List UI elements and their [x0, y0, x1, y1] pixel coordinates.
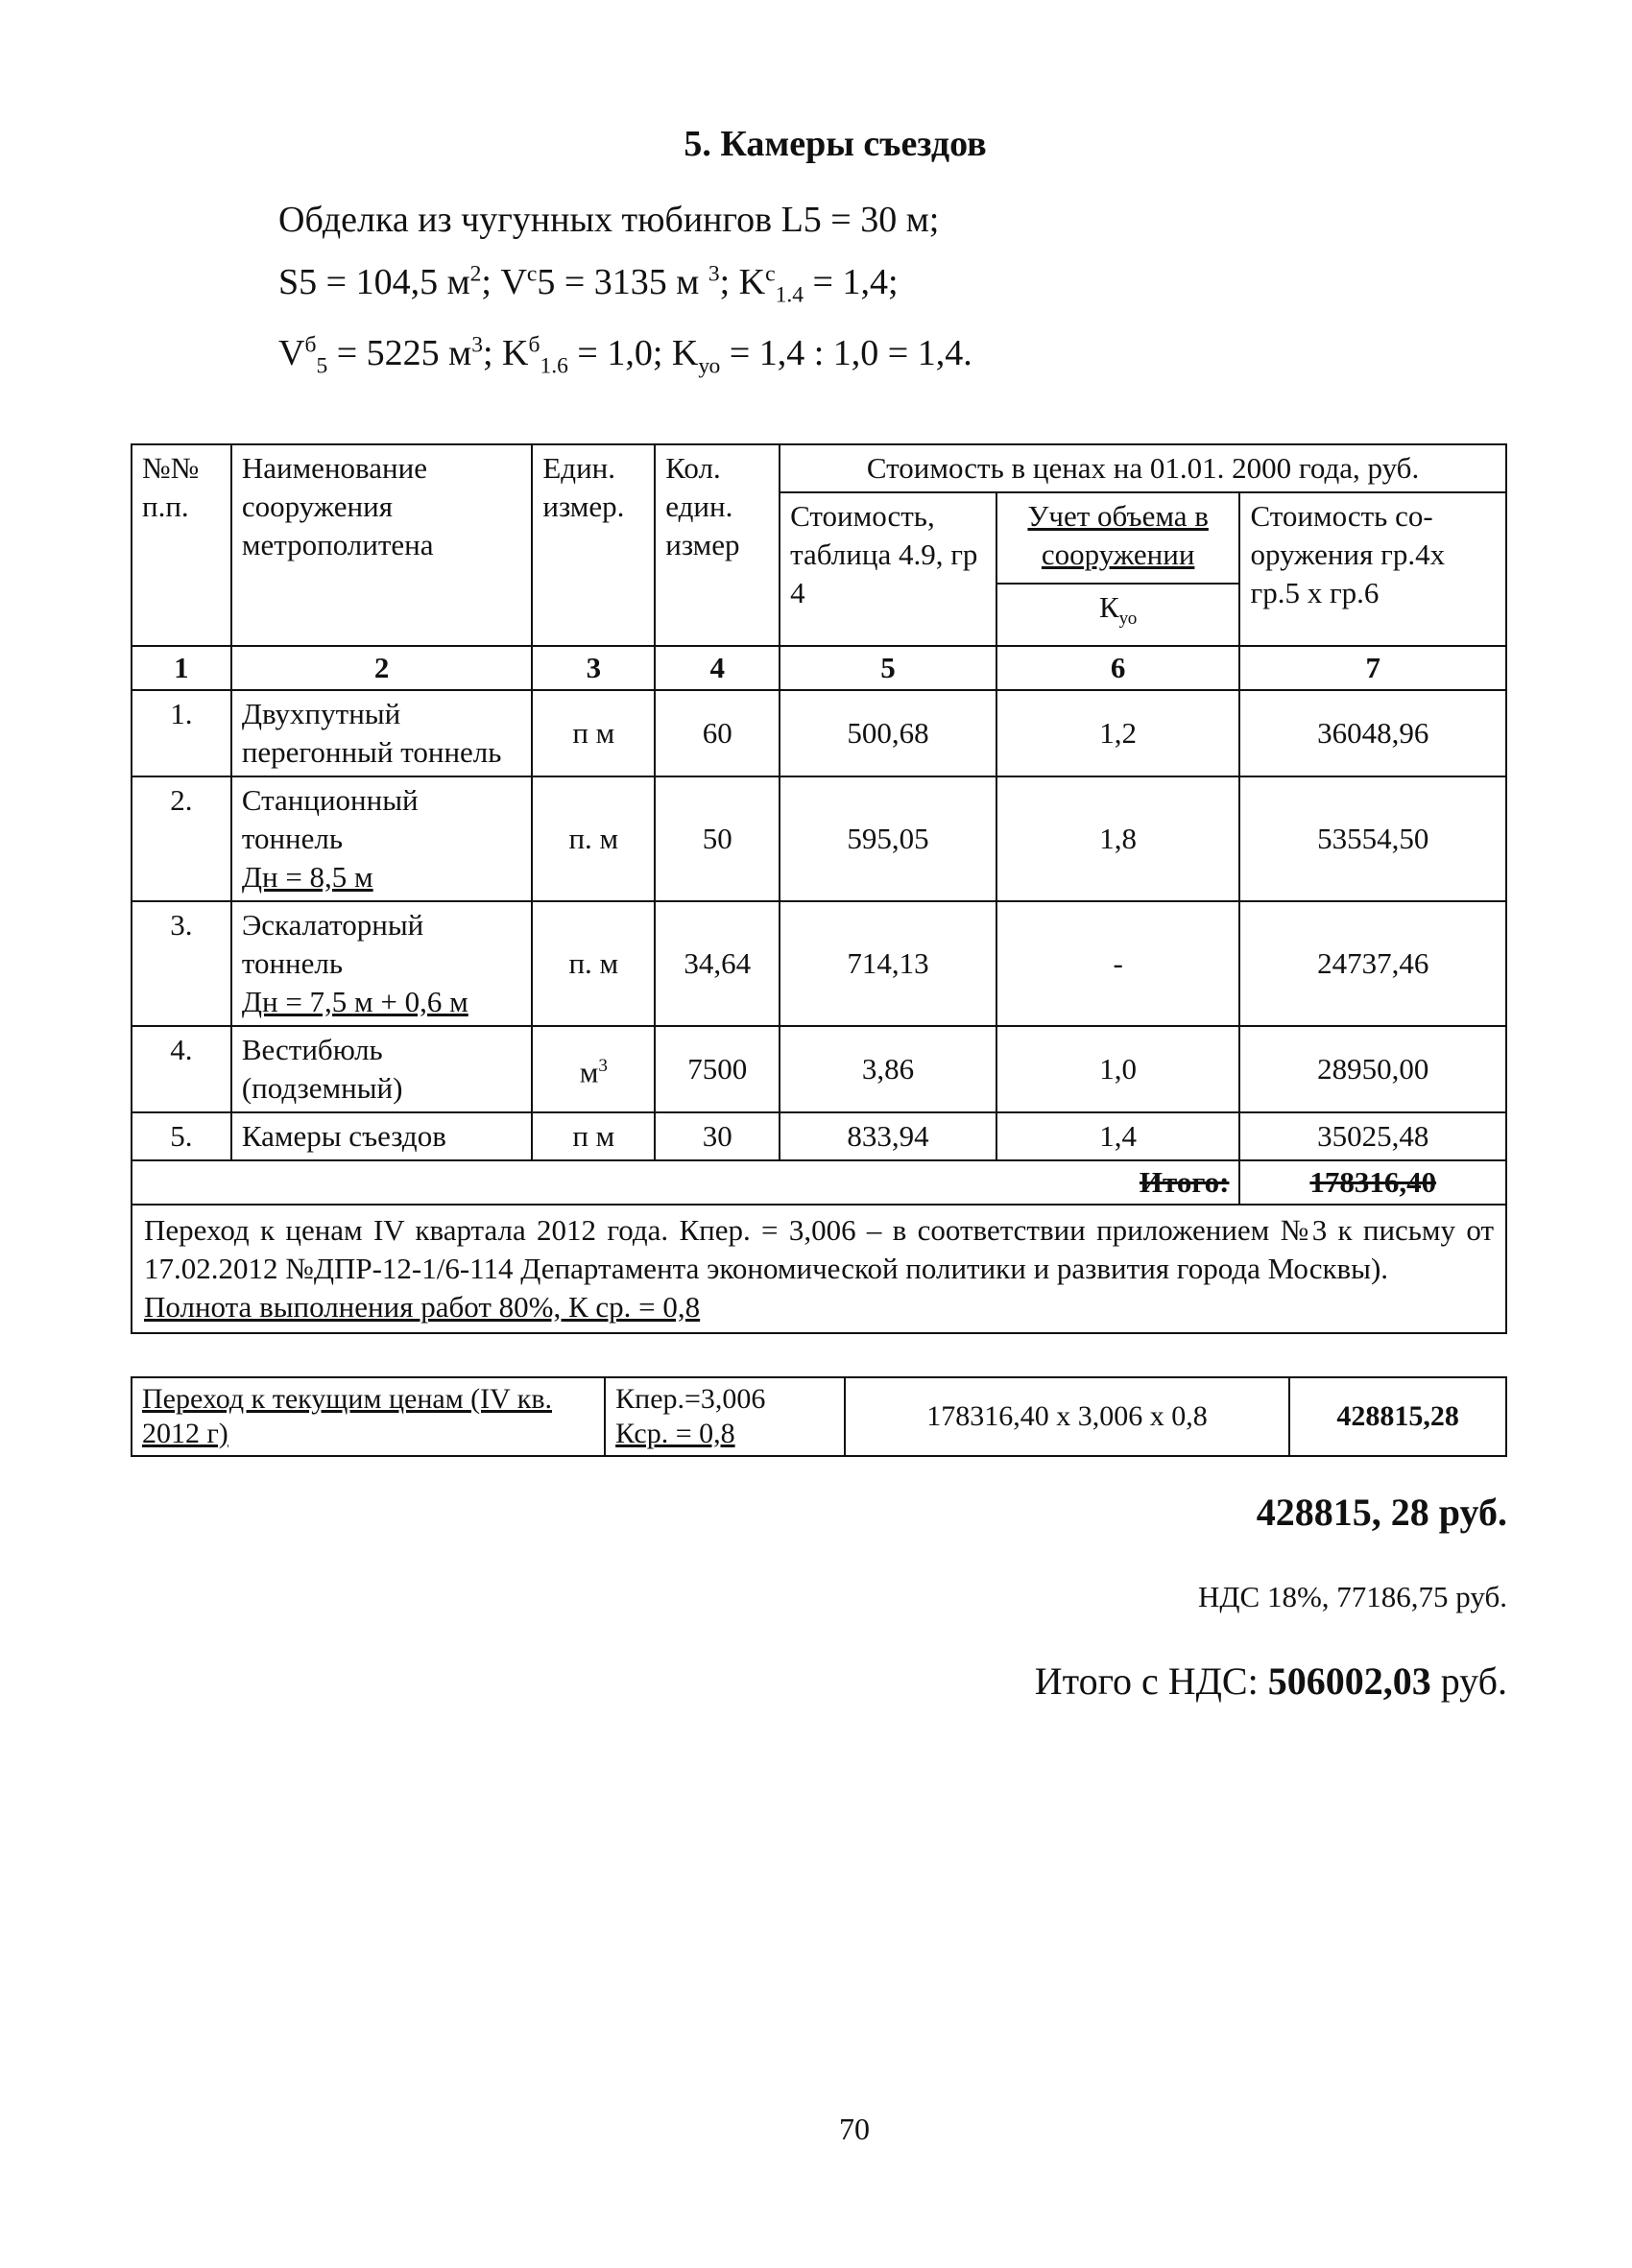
row-total: 24737,46 — [1239, 901, 1506, 1026]
row-qty: 7500 — [655, 1026, 780, 1112]
header-unit: Един. измер. — [532, 444, 655, 646]
col-num-4: 4 — [655, 646, 780, 690]
intro-line-1: Обделка из чугунных тюбингов L5 = 30 м; — [278, 200, 940, 240]
row-qty: 30 — [655, 1112, 780, 1160]
page-number: 70 — [839, 2112, 870, 2146]
row-qty: 60 — [655, 690, 780, 776]
row-qty: 50 — [655, 776, 780, 901]
total-row — [132, 1160, 1506, 1205]
row-total: 36048,96 — [1239, 690, 1506, 776]
row-num: 2. — [132, 776, 231, 901]
table-row — [132, 901, 1506, 1026]
current-prices-row — [132, 1377, 1506, 1456]
row-num: 4. — [132, 1026, 231, 1112]
note-row — [132, 1205, 1506, 1333]
row-cost: 500,68 — [780, 690, 996, 776]
row-name: Станционный тоннель Дн = 8,5 м — [231, 776, 533, 901]
amount-total: 428815, 28 руб. — [1256, 1491, 1507, 1534]
result-cell: 428815,28 — [1289, 1377, 1506, 1456]
row-cost: 833,94 — [780, 1112, 996, 1160]
header-name: Наименование сооружения метрополитена — [231, 444, 533, 646]
completeness-note: Полнота выполнения работ 80%, К ср. = 0,8 — [144, 1290, 701, 1324]
row-cost: 714,13 — [780, 901, 996, 1026]
table-row — [132, 1112, 1506, 1160]
header-volume: Учет объема в сооружении — [996, 492, 1240, 584]
row-total: 53554,50 — [1239, 776, 1506, 901]
intro-line-3: $V^б_5 = 5225$ $м^3$; $K^б_{1.6} = 1,0$; $K_{уо} = 1,4$ : 1,0 = 1,4. — [278, 332, 972, 379]
price-transition-note: Переход к ценам IV квартала 2012 года. Кпер. = 3,006 – в соответствии приложением №3 к письму от 17.02.2012 №ДПР-12-1/6-114 Департамента экономической политики и развития города Москвы). — [144, 1213, 1494, 1285]
header-num: №№ п.п. — [132, 444, 231, 646]
total-label: Итого: — [132, 1160, 1239, 1205]
header-kyo: $К_{уо}$ — [996, 584, 1240, 646]
row-num: 1. — [132, 690, 231, 776]
row-unit: $м^3$ — [532, 1026, 655, 1112]
section-title: 5. Камеры съездов — [684, 124, 987, 164]
row-unit: п м — [532, 690, 655, 776]
column-numbers-row — [132, 646, 1506, 690]
row-cost: 3,86 — [780, 1026, 996, 1112]
row-total: 35025,48 — [1239, 1112, 1506, 1160]
row-cost: 595,05 — [780, 776, 996, 901]
row-name: Двухпутный перегонный тоннель — [231, 690, 533, 776]
row-unit: п. м — [532, 901, 655, 1026]
table-row — [132, 690, 1506, 776]
coefficients-cell: Кпер.=3,006 Кср. = 0,8 — [605, 1377, 845, 1456]
row-name: Эскалаторный тоннель Дн = 7,5 м + 0,6 м — [231, 901, 533, 1026]
vat-line: НДС 18%, 77186,75 руб. — [1198, 1580, 1507, 1613]
row-k: 1,2 — [996, 690, 1240, 776]
header-total: Стоимость со-оружения гр.4х гр.5 х гр.6 — [1239, 492, 1506, 646]
row-unit: п. м — [532, 776, 655, 901]
row-k: 1,8 — [996, 776, 1240, 901]
row-num: 3. — [132, 901, 231, 1026]
row-total: 28950,00 — [1239, 1026, 1506, 1112]
total-with-vat: Итого с НДС: 506002,03 руб. — [1034, 1659, 1507, 1703]
current-prices-label: Переход к текущим ценам (IV кв. 2012 г) — [132, 1377, 605, 1456]
col-num-2: 2 — [231, 646, 533, 690]
table-row — [132, 1026, 1506, 1112]
col-num-5: 5 — [780, 646, 996, 690]
table-row — [132, 776, 1506, 901]
header-qty: Кол. един. измер — [655, 444, 780, 646]
row-name: Вестибюль (подземный) — [231, 1026, 533, 1112]
row-k: 1,4 — [996, 1112, 1240, 1160]
row-name: Камеры съездов — [231, 1112, 533, 1160]
total-value: 178316,40 — [1239, 1160, 1506, 1205]
col-num-6: 6 — [996, 646, 1240, 690]
header-cost-group: Стоимость в ценах на 01.01. 2000 года, руб. — [780, 444, 1506, 492]
row-num: 5. — [132, 1112, 231, 1160]
formula-cell: 178316,40 х 3,006 х 0,8 — [845, 1377, 1289, 1456]
intro-line-2: S5 = 104,5 $м^2$; $V^с5 = 3135$ м $^3$; $K^с_{1.4} = 1,4$; — [278, 261, 899, 308]
header-cost: Стоимость, таблица 4.9, гр 4 — [780, 492, 996, 646]
current-prices-table — [131, 1376, 1507, 1457]
col-num-3: 3 — [532, 646, 655, 690]
row-k: - — [996, 901, 1240, 1026]
row-k: 1,0 — [996, 1026, 1240, 1112]
row-unit: п м — [532, 1112, 655, 1160]
cost-table — [131, 443, 1507, 1334]
row-qty: 34,64 — [655, 901, 780, 1026]
col-num-7: 7 — [1239, 646, 1506, 690]
note-cell — [132, 1205, 1506, 1333]
col-num-1: 1 — [132, 646, 231, 690]
